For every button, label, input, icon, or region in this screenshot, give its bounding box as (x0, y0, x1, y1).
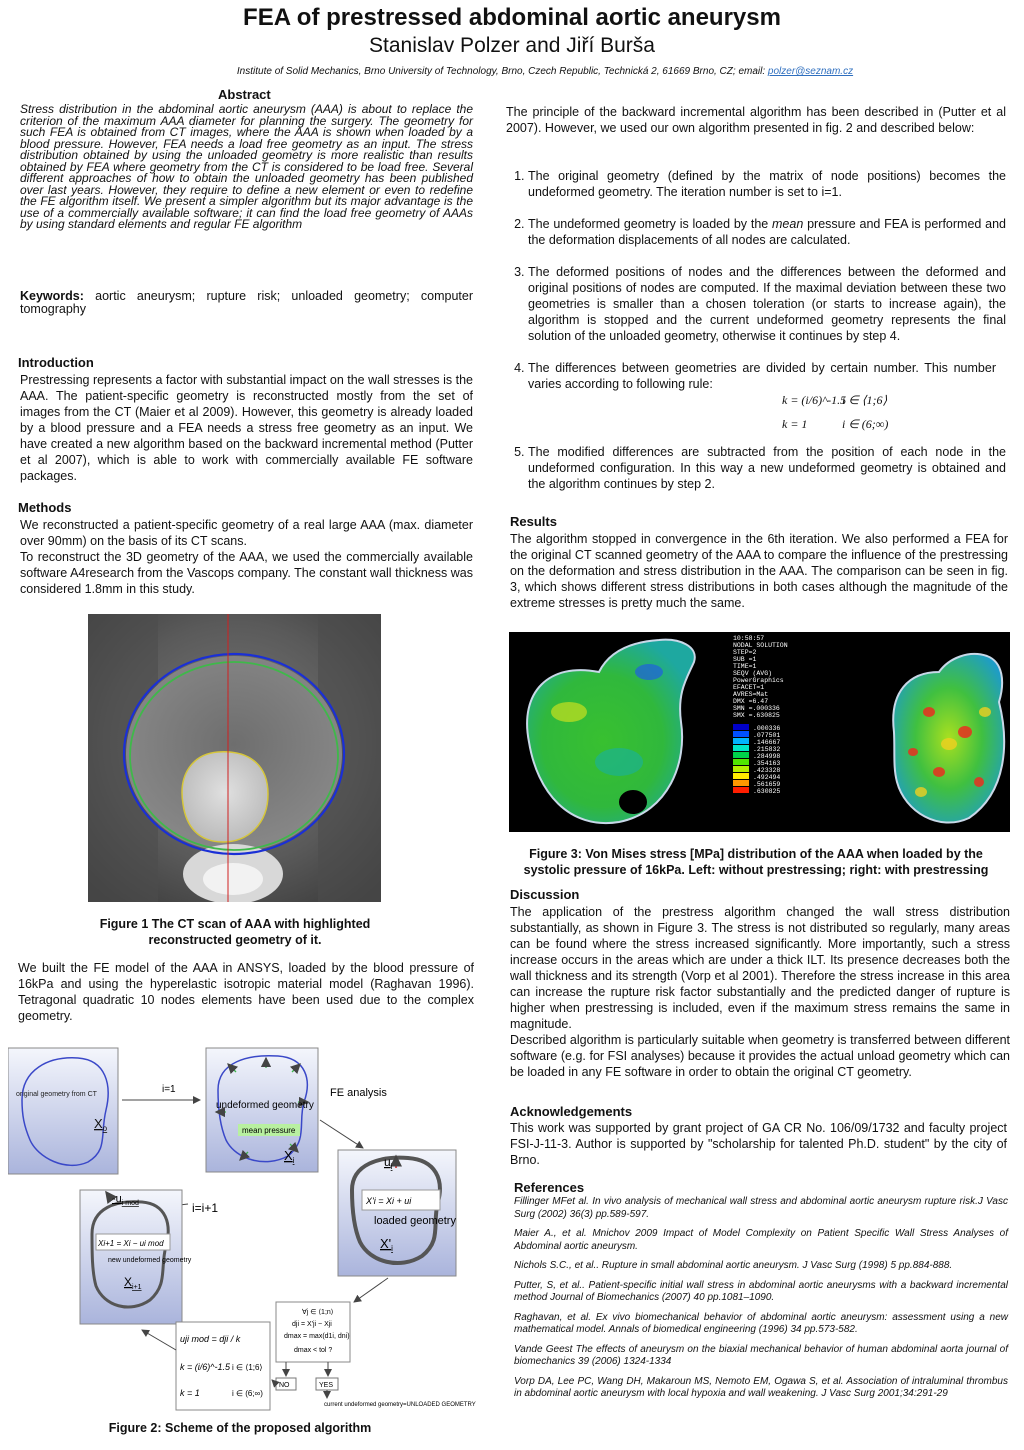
reference-item: Fillinger MFet al. In vivo analysis of mechanical wall stress and abdominal aortic aneurysm rupture risk.J Vasc Surg (2002) 36(3) pp.589-597. (514, 1196, 1008, 1220)
ct-scan-image (88, 614, 381, 902)
original-geometry-panel (8, 1048, 118, 1174)
step-4-rule (528, 392, 1006, 436)
svg-text:AVRES=Mat: AVRES=Mat (733, 691, 769, 698)
formula-2: k = (i/6)^-1.5 (180, 1362, 230, 1372)
algorithm-steps (506, 168, 1006, 508)
figure-2-caption: Figure 2: Scheme of the proposed algorithm (108, 1421, 372, 1435)
figure-1-caption: Figure 1 The CT scan of AAA with highlighted reconstructed geometry of it. (99, 917, 371, 947)
discussion-p1: The application of the prestress algorithm changed the wall stress distribution substantially, as shown in Figure 3. The stress is not distributed so regularly, many areas can be found where the stress increased significantly. More importantly, such a stress increase occurs in the areas which are under a thick ILT. Its presence decreases both the wall thickness and its strength (Vorp et al 2001). Therefore the stress increase in this area can increase the rupture risk factor substantially and the predicted danger of rupture is higher when prestressing is included, even if the maximum stress remains the same in magnitude. (510, 905, 1010, 1031)
new-undeformed-panel (80, 1190, 192, 1324)
loaded-geometry-panel (338, 1150, 456, 1276)
formula-1: uji mod = dji / k (180, 1334, 241, 1344)
iinc-label: i=i+1 (192, 1201, 219, 1215)
result-label: current undeformed geometry=UNLOADED GEOMETRY (324, 1402, 476, 1408)
algorithm-scheme (8, 1040, 483, 1415)
discussion-heading: Discussion (510, 887, 580, 902)
ui-label: $u_i$ (384, 1155, 393, 1171)
figure-2-scheme (8, 1040, 483, 1415)
discussion-p2: Described algorithm is particularly suitable when geometry is transferred between different software (e.g. for FSI analyses) because it provides the actual unload geometry which can be loaded in any FE software in order to obtain the original CT geometry. (510, 1033, 1010, 1079)
stress-legend (733, 724, 780, 795)
formula-2-domain: i ∈ ⟨1;6⟩ (232, 1363, 263, 1372)
keywords-text: aortic aneurysm; rupture risk; unloaded geometry; computer tomography (20, 289, 473, 316)
legend-value: .215832 (753, 746, 781, 753)
figure-1-ct-scan (88, 614, 381, 902)
affiliation (0, 66, 1024, 77)
legend-value: .284998 (753, 753, 781, 760)
stress-plots (509, 632, 1010, 832)
loaded-equation: X'i = Xi + ui (366, 1196, 412, 1206)
methods-p1: We reconstructed a patient-specific geometry of a real large AAA (max. diameter over 90mm) on the basis of its CT scans. (20, 518, 473, 548)
legend-swatch (733, 724, 749, 730)
svg-text:TIME=1: TIME=1 (733, 663, 757, 670)
svg-text:STEP=2: STEP=2 (733, 649, 757, 656)
rule-2-domain: i ∈ (6;∞) (842, 417, 889, 431)
legend-swatch (733, 773, 749, 779)
references-heading: References (514, 1180, 585, 1195)
legend-value: .354163 (753, 760, 781, 767)
formula-box (176, 1322, 270, 1410)
xprime-label: $X'_i$ (380, 1236, 393, 1253)
step-2-pre: The undeformed geometry is loaded by the (528, 217, 773, 231)
undeformed-geometry-panel (206, 1048, 318, 1172)
no-label: NO (279, 1382, 290, 1389)
abstract-heading: Abstract (218, 87, 271, 102)
step-4 (528, 360, 1006, 436)
legend-value: .630825 (753, 788, 781, 795)
i1-label: i=1 (162, 1084, 176, 1095)
mean-pressure-label: mean pressure (242, 1126, 296, 1135)
legend-value: .492494 (753, 774, 781, 781)
svg-text:SMX =.630825: SMX =.630825 (733, 712, 780, 719)
rule-2: k = 1 (782, 417, 808, 431)
figure-3-caption: Figure 3: Von Mises stress [MPa] distribution of the AAA when loaded by the systolic pressure of 16kPa. Left: without prestressing; right: with prestressing (523, 847, 989, 877)
svg-text:DMX =6.47: DMX =6.47 (733, 698, 769, 705)
legend-swatch (733, 787, 749, 793)
original-label: original geometry from CT (16, 1091, 97, 1098)
step-3: 3. The deformed positions of nodes and the differences between the deformed and original positions of nodes are computed. If the maximal deviation between these two geometries is smaller than a chosen toleration (or starts to increase again), the algorithm is stopped and the current undeformed geometry represents the final solution of the unloaded geometry, otherwise it continues by step 4. (528, 264, 1006, 344)
authors: Stanislav Polzer and Jiří Burša (369, 34, 655, 57)
formula-3: k = 1 (180, 1388, 200, 1398)
x0-label: $X_o$ (94, 1116, 108, 1133)
reference-item: Vande Geest The effects of aneurysm on the biaxial mechanical behavior of human abdominal aorta journal of biomechanics 39 (2006) 1324-1334 (514, 1343, 1008, 1367)
email-link[interactable]: polzer@seznam.cz (767, 66, 854, 77)
cond-3: dmax = max(d1i, dni) (284, 1333, 350, 1340)
legend-swatch (733, 759, 749, 765)
algorithm-intro: The principle of the backward incremental algorithm has been described in (Putter et al 2007). However, we used our own algorithm presented in fig. 2 and described below: (506, 105, 1006, 135)
legend-swatch (733, 738, 749, 744)
keywords-label: Keywords: (20, 289, 84, 303)
acknowledgements-heading: Acknowledgements (510, 1104, 633, 1119)
undeformed-label: undeformed geometry (216, 1100, 314, 1111)
legend-value: .077501 (753, 732, 781, 739)
step-4-text: 4. The differences between geometries are divided by certain number. This number varies according to following rule: (528, 361, 996, 391)
svg-text:NODAL SOLUTION: NODAL SOLUTION (733, 642, 788, 649)
legend-swatch (733, 731, 749, 737)
results-text: The algorithm stopped in convergence in the 6th iteration. We also performed a FEA for the original CT scanned geometry of the AAA to compare the influence of the prestressing on the deformation and stress distribution in the AAA. The comparison can be seen in fig. 3, which shows different stress distributions in both cases although the magnitude of the extreme stresses is pretty much the same. (510, 532, 1008, 610)
condition-box (276, 1302, 350, 1362)
umod-label: $-u_{i mod}$ (112, 1193, 139, 1207)
legend-swatch (733, 745, 749, 751)
abstract-text: Stress distribution in the abdominal aortic aneurysm (AAA) is about to replace the criterion of the maximum AAA diameter for planning the surgery. The geometry for such FEA is obtained from CT images, where the AAA is shown when loaded by a blood pressure. However, FEA needs a load free geometry as an input. The stress distribution obtained by using the unloaded geometry is more realistic than results obtained by FEA where geometry from the CT is considered to be load free. Several different approaches of how to obtain the unloaded geometry has been published over last years. However, they require to define a new element or even to redefine the FE algorithm itself. We present a simpler algorithm but its major advantage is the use of a commercially available software; it can find the load free geometry of AAAs by using standard elements and regular FE algorithm (20, 102, 473, 231)
svg-text:10:58:57: 10:58:57 (733, 635, 765, 642)
reference-item: Raghavan, et al. Ex vivo biomechanical behavior of abdominal aortic aneurysm: assessment using a new mathematical model. Annals of biomedical engineering (1996) 34 pp.573-582. (514, 1311, 1008, 1335)
cond-2: dji = X'ji − Xji (292, 1321, 332, 1328)
cond-4: dmax < tol ? (294, 1347, 333, 1354)
affiliation-text: Institute of Solid Mechanics, Brno University of Technology, Brno, Czech Republic, Technická 2, 61669 Brno, CZ; email: (236, 66, 768, 77)
svg-text:SEQV (AVG): SEQV (AVG) (733, 670, 773, 677)
reference-item: Nichols S.C., et al.. Rupture in small abdominal aortic aneurysm. J Vasc Surg (1998) 5 pp.884-888. (514, 1260, 953, 1271)
methods-text (20, 517, 473, 597)
step-1: 1. The original geometry (defined by the matrix of node positions) becomes the undeformed geometry. The iteration number is set to i=1. (528, 168, 1006, 200)
ansys-header (733, 635, 788, 719)
methods-p3: We built the FE model of the AAA in ANSYS, loaded by the blood pressure of 16kPa and using the hyperelastic isotropic material model (Raghavan 1996). Tetragonal quadratic 10 nodes elements have been used due to the complex geometry. (18, 961, 474, 1023)
step-5: 5. The modified differences are subtracted from the position of each node in the undeformed configuration. In this way a new undeformed geometry is obtained and the algorithm continues by step 2. (528, 444, 1006, 492)
keywords (20, 290, 473, 316)
introduction-text: Prestressing represents a factor with substantial impact on the wall stresses is the AAA. The patient-specific geometry is reconstructed mostly from the set of images from the CT (Maier et al 2009). However, this geometry is already loaded by a blood pressure and a FEA needs a stress free geometry as an input. We have created a new algorithm based on the backward incremental method (Putter et al 2007), which is able to work with commercially available FE software packages. (20, 373, 473, 483)
svg-text:SMN =.000336: SMN =.000336 (733, 705, 780, 712)
methods-p2: To reconstruct the 3D geometry of the AAA, we used the commercially available software A4research from the Vascops company. The constant wall thickness was considered 1.8mm in this study. (20, 550, 473, 596)
discussion-text (510, 904, 1010, 1080)
legend-swatch (733, 780, 749, 786)
legend-swatch (733, 766, 749, 772)
acknowledgements-text: This work was supported by grant project of GA CR No. 106/09/1732 and faculty project FSI-J-11-3. Author is supported by "scholarship for talented Ph.D. student" by the city of Brno. (510, 1121, 1007, 1167)
yes-label: YES (319, 1382, 334, 1389)
svg-text:SUB =1: SUB =1 (733, 656, 757, 663)
formula-3-domain: i ∈ (6;∞) (232, 1389, 263, 1398)
step-2-em: mean (772, 217, 804, 231)
reference-item: Vorp DA, Lee PC, Wang DH, Makaroun MS, Nemoto EM, Ogawa S, et al. Association of intraluminal thrombus in abdominal aortic aneurysm with local hypoxia and wall weakening. J Vasc Surg 2001;34:291-29 (514, 1375, 1008, 1399)
poster-title: FEA of prestressed abdominal aortic aneurysm (243, 4, 781, 31)
cond-1: ∀j ∈ ⟨1;n⟩ (302, 1309, 334, 1316)
loaded-label: loaded geometry (374, 1215, 456, 1227)
methods-heading: Methods (18, 500, 72, 515)
fe-analysis-label: FE analysis (330, 1087, 387, 1099)
new-equation: Xi+1 = Xi − ui mod (98, 1239, 164, 1248)
step-2-post: pressure and FEA is performed and the deformation displacements of all nodes are calculated. (528, 217, 1006, 247)
legend-swatch (733, 752, 749, 758)
xi1-label: $X_{i+1}$ (124, 1275, 142, 1291)
legend-value: .000336 (753, 725, 781, 732)
results-heading: Results (510, 514, 557, 529)
introduction-heading: Introduction (18, 355, 94, 370)
legend-value: .423328 (753, 767, 781, 774)
references-list (514, 1196, 1008, 1408)
legend-value: .561659 (753, 781, 781, 788)
legend-value: .146667 (753, 739, 781, 746)
step-2 (528, 216, 1006, 248)
svg-text:EFACET=1: EFACET=1 (733, 684, 765, 691)
xi-label: $X_i$ (284, 1148, 295, 1165)
reference-item: Maier A., et al. Mnichov 2009 Impact of Model Complexity on Patient Specific Wall Stress Analyses of Abdominal aortic aneurysm. (514, 1228, 1008, 1252)
figure-3-stress (509, 632, 1010, 832)
rule-1-domain: i ∈ ⟨1;6⟩ (842, 393, 888, 407)
svg-text:PowerGraphics: PowerGraphics (733, 677, 784, 684)
new-undeformed-label: new undeformed geometry (108, 1257, 192, 1264)
rule-1: k = (i/6)^-1.5 (782, 393, 847, 407)
reference-item: Putter, S, et al.. Patient-specific initial wall stress in abdominal aortic aneurysms with a backward incremental method Journal of Biomechanics (2007) 40 pp.1081–1090. (514, 1279, 1008, 1303)
